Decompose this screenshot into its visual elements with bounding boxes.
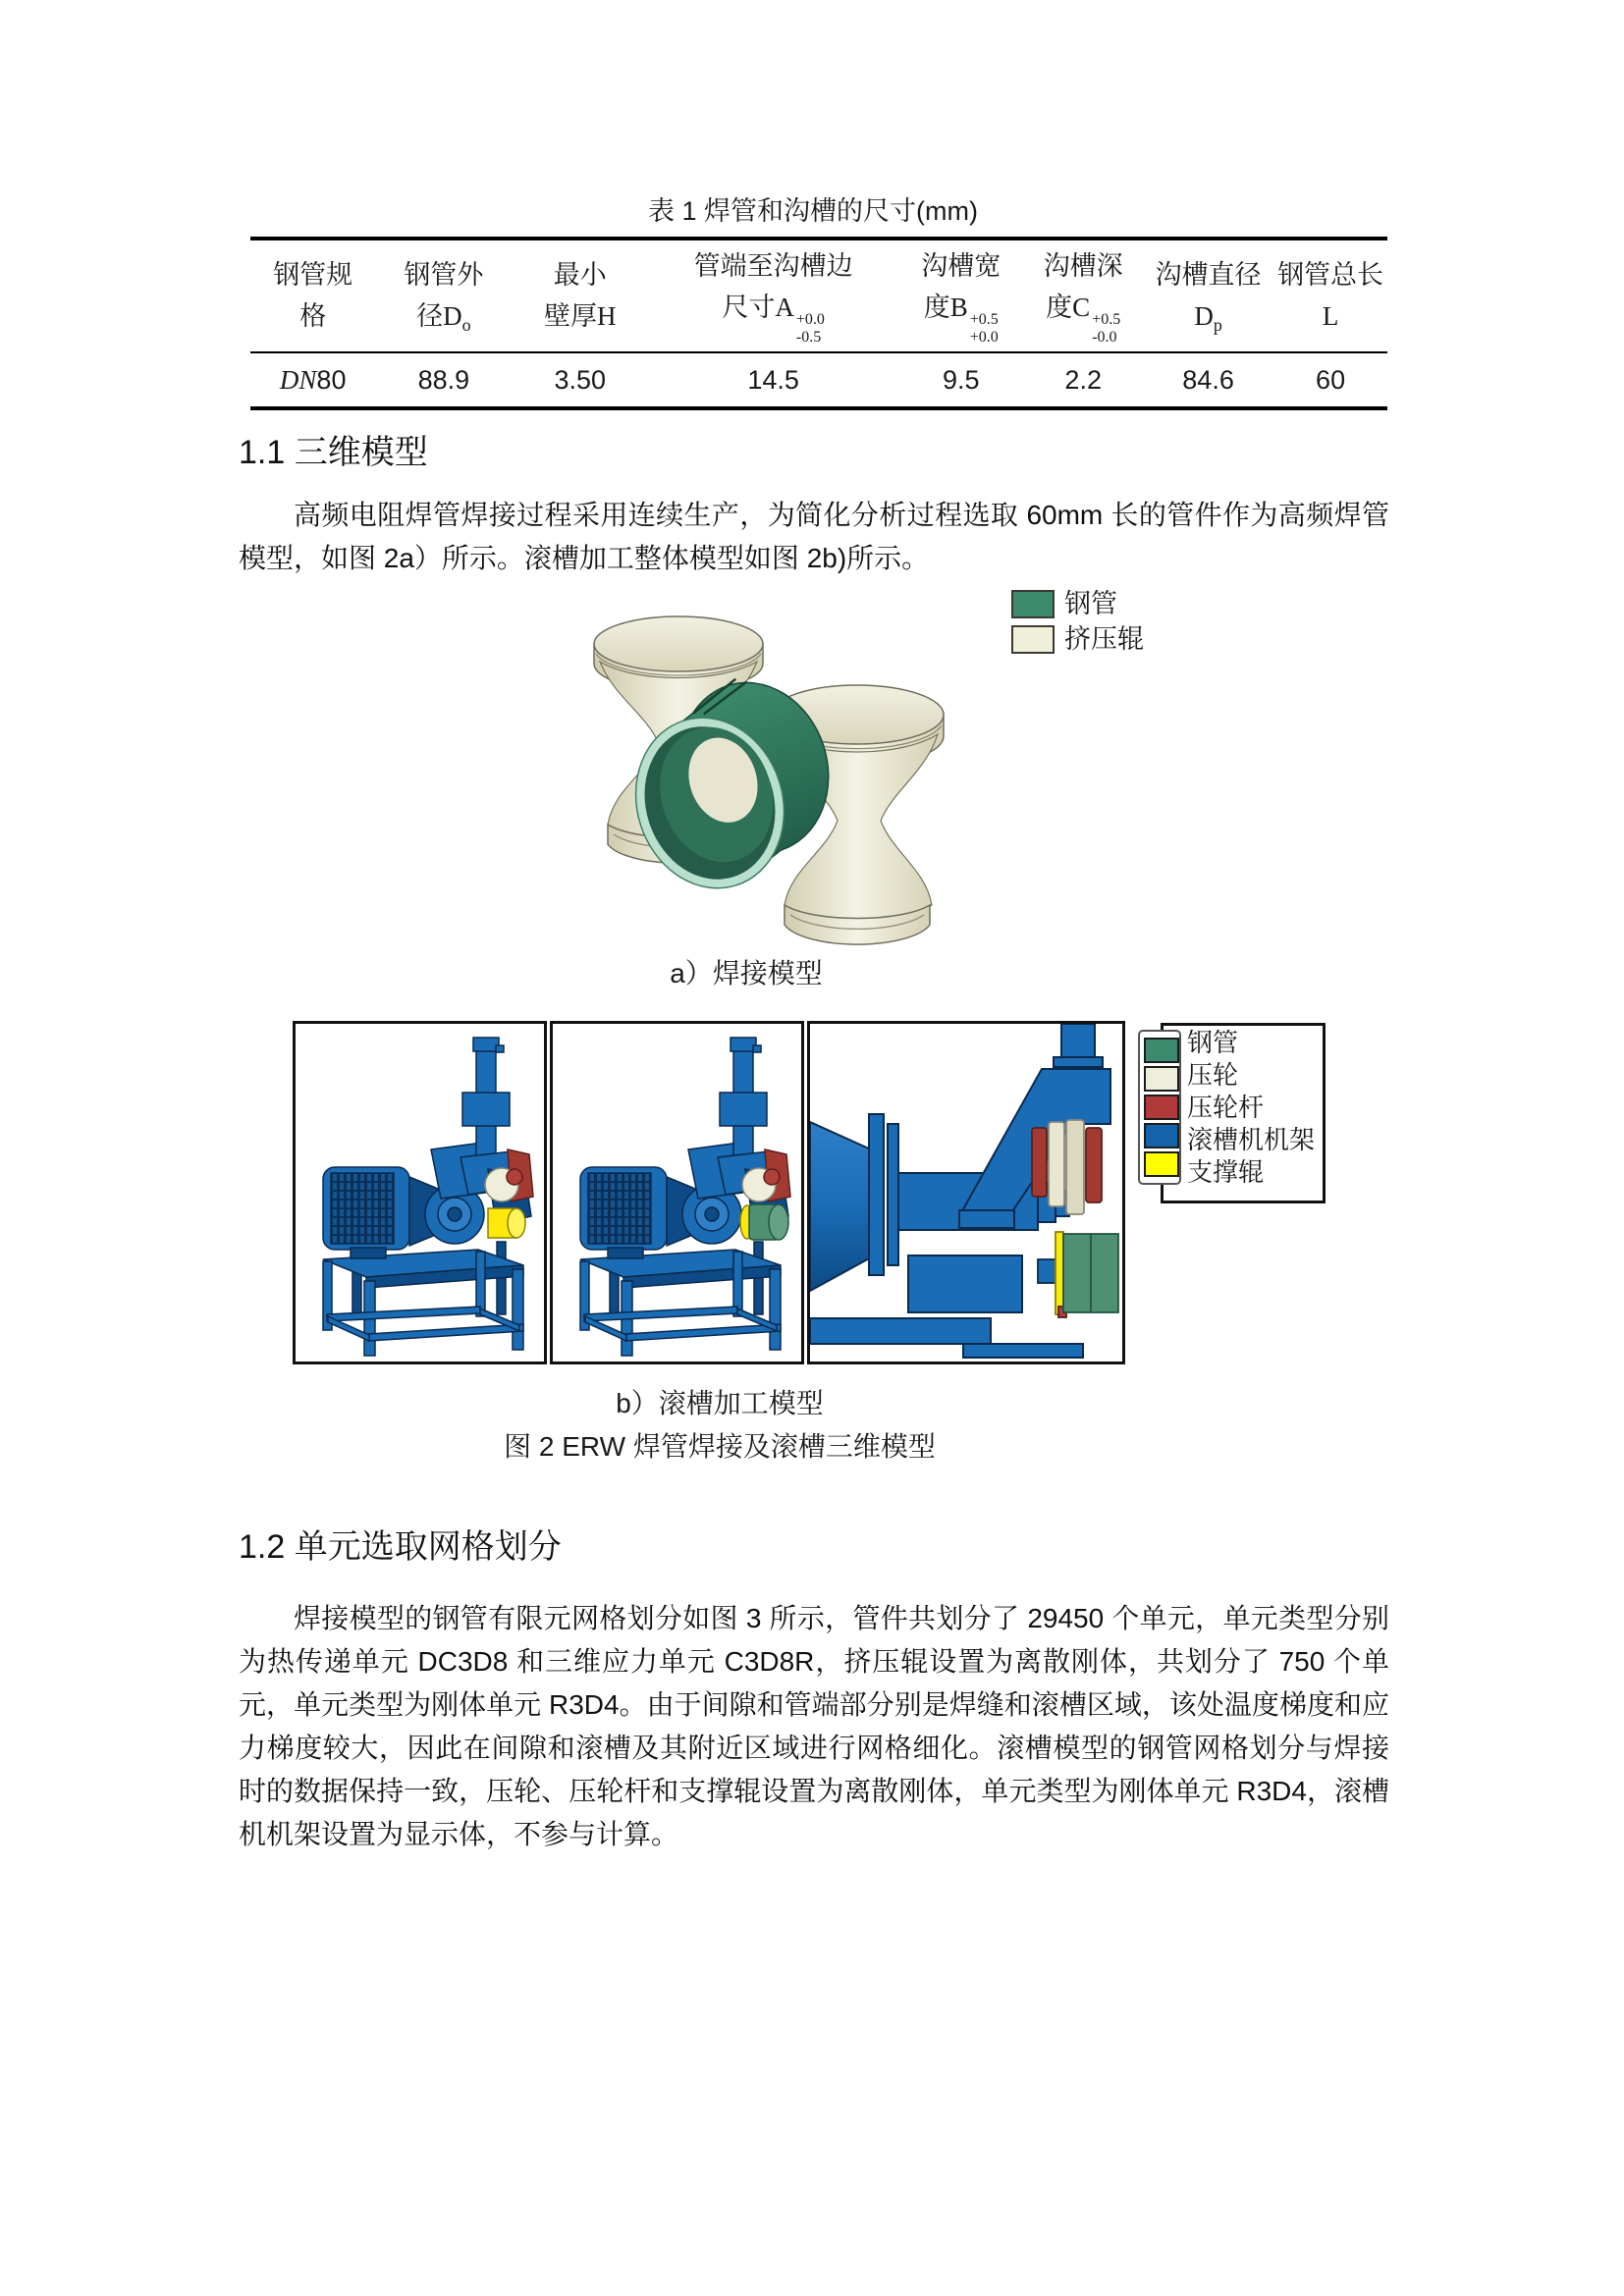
col-header-groove-edge-dim-a: 管端至沟槽边 尺寸A +0.0 -0.5 [648,239,898,352]
legend-swatch-squeeze-roller [1011,625,1055,654]
figure-b-panel-3 [807,1021,1125,1364]
figure-b-caption: b）滚槽加工模型 [616,1388,824,1418]
col-header-min-wall: 最小 壁厚H [512,239,648,352]
figure-b-panel-2 [550,1021,804,1364]
legend-label: 滚槽机机架 [1187,1125,1316,1154]
col-header-groove-width-b: 沟槽宽 度B +0.5 +0.0 [898,239,1023,352]
col-header-pipe-spec: 钢管规 格 [250,239,375,352]
mounted-green-pipe [740,1204,788,1240]
support-roller-green [1038,1232,1118,1317]
legend-item [1011,624,1144,655]
legend-label: 支撑辊 [1187,1157,1265,1187]
figure-b-panel-1 [293,1021,547,1364]
section-heading-1-2: 1.2 单元选取网格划分 [239,1528,562,1566]
col-header-outer-diameter: 钢管外 径$D_o$ [375,239,512,352]
cell-outer-diameter: 88.9 [417,364,470,395]
section-heading-1-1: 1.1 三维模型 [239,434,428,471]
figure-a-legend [1011,589,1144,660]
paragraph-1-1: 高频电阻焊管焊接过程采用连续生产，为简化分析过程选取 60mm 长的管件作为高频焊管模型，如图 2a）所示。滚槽加工整体模型如图 2b)所示。 [239,500,1389,573]
paragraph-1-2: 焊接模型的钢管有限元网格划分如图 3 所示，管件共划分了 29450 个单元，单元类型分别为热传递单元 DC3D8 和三维应力单元 C3D8R，挤压辊设置为离散刚体，共划分了 750 个单元，单元类型为刚体单元 R3D4。由于间隙和管端部分别是焊缝和滚槽区域，该处温度梯度和应力梯度较大，因此在间隙和滚槽及其附近区域进行网格细化。滚槽模型的钢管网格划分与焊接时的数据保持一致，压轮、压轮杆和支撑辊设置为离散刚体，单元类型为刚体单元 R3D4，滚槽机机架设置为显示体，不参与计算。 [239,1603,1389,1849]
table-row [250,352,1387,408]
table-header-row [250,239,1387,352]
legend-label: 钢管 [1064,589,1117,618]
legend-label: 挤压辊 [1064,624,1144,654]
cell-total-length: 60 [1316,364,1346,395]
figure-b-grooving-model [293,1021,1392,1366]
support-roller-yellow [488,1208,525,1238]
cell-spec: DN80 [279,364,347,395]
cell-width-b: 9.5 [942,364,980,395]
cell-groove-diameter: 84.6 [1182,364,1234,395]
legend-item [1011,589,1144,619]
legend-label: 压轮杆 [1187,1093,1265,1122]
legend-swatch-press-wheel-rod [1144,1095,1179,1120]
legend-swatch-support-roller [1144,1151,1179,1177]
figure-2-caption: 图 2 ERW 焊管焊接及滚槽三维模型 [504,1431,936,1462]
legend-label: 压轮 [1187,1060,1239,1090]
legend-label: 钢管 [1187,1028,1239,1057]
col-header-total-length: 钢管总长 L [1273,239,1387,352]
figure-a-caption: a）焊接模型 [670,958,823,988]
legend-swatch-press-wheel [1144,1066,1179,1092]
col-header-groove-diameter: 沟槽直径 $D_p$ [1143,239,1273,352]
legend-swatch-pipe [1144,1038,1179,1063]
figure-b-legend [1161,1023,1326,1203]
table-1 [250,237,1387,410]
col-header-groove-depth-c: 沟槽深 度C +0.5 -0.0 [1023,239,1143,352]
cell-dim-a: 14.5 [747,364,799,395]
figure-a-welding-model [563,595,995,954]
table-title: 表 1 焊管和沟槽的尺寸(mm) [648,196,978,226]
legend-swatch-pipe [1011,590,1055,618]
cell-min-wall: 3.50 [554,364,607,395]
cell-depth-c: 2.2 [1064,364,1102,395]
legend-swatch-machine-frame [1144,1123,1179,1148]
legend-swatch-column [1138,1030,1181,1185]
